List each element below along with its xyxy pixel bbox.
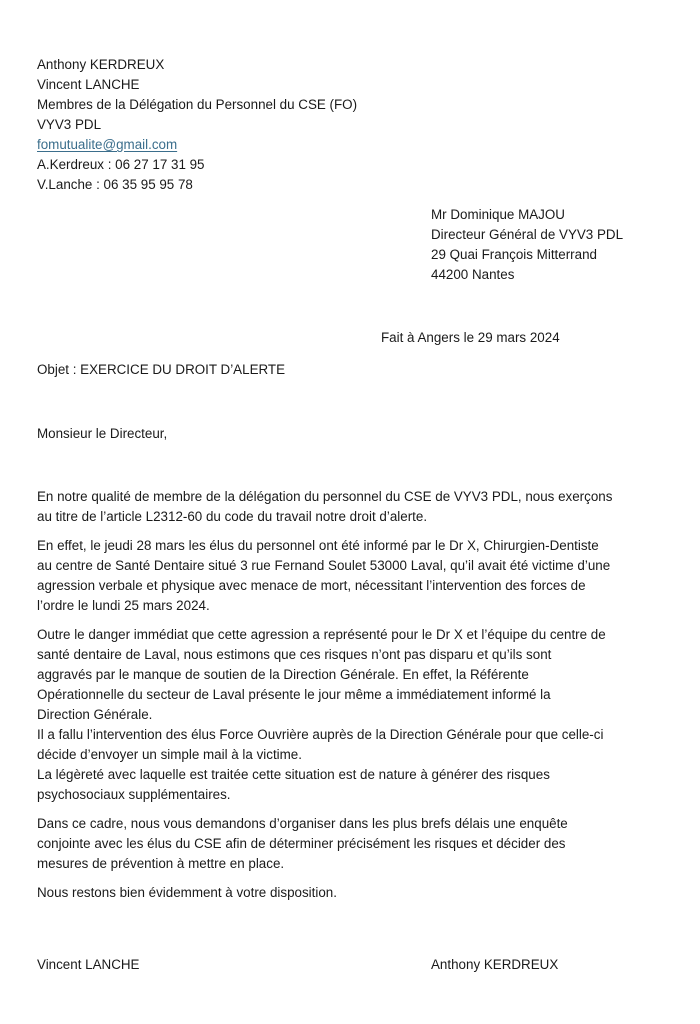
letter-body (37, 487, 677, 912)
paragraph-line: En notre qualité de membre de la délégation du personnel du CSE de VYV3 PDL, nous exerçons (37, 489, 613, 504)
paragraph-line: La légèreté avec laquelle est traitée cette situation est de nature à générer des risques (37, 767, 550, 782)
paragraph-1 (37, 487, 677, 527)
recipient-name: Mr Dominique MAJOU (431, 207, 565, 222)
paragraph-5 (37, 883, 677, 903)
paragraph-line: psychosociaux supplémentaires. (37, 787, 231, 802)
date-line: Fait à Angers le 29 mars 2024 (381, 330, 560, 345)
recipient-block (431, 205, 623, 285)
paragraph-line: Opérationnelle du secteur de Laval présente le jour même a immédiatement informé la (37, 687, 551, 702)
salutation: Monsieur le Directeur, (37, 426, 168, 441)
paragraph-line: aggravés par le manque de soutien de la Direction Générale. En effet, la Référente (37, 667, 529, 682)
paragraph-2 (37, 536, 677, 616)
signature-right: Anthony KERDREUX (431, 957, 559, 972)
paragraph-line: santé dentaire de Laval, nous estimons que ces risques n’ont pas disparu et qu’ils sont (37, 647, 552, 662)
paragraph-line: conjointe avec les élus du CSE afin de déterminer précisément les risques et décider des (37, 836, 566, 851)
paragraph-line: Il a fallu l’intervention des élus Force Ouvrière auprès de la Direction Générale pour que celle-ci (37, 727, 604, 742)
sender-name-2: Vincent LANCHE (37, 77, 140, 92)
letter-object: Objet : EXERCICE DU DROIT D’ALERTE (37, 362, 286, 377)
sender-org: VYV3 PDL (37, 117, 102, 132)
paragraph-line: En effet, le jeudi 28 mars les élus du personnel ont été informé par le Dr X, Chirurgien-Dentiste (37, 538, 599, 553)
paragraph-4 (37, 814, 677, 874)
recipient-title: Directeur Général de VYV3 PDL (431, 227, 624, 242)
paragraph-line: Direction Générale. (37, 707, 153, 722)
sender-phone-1: A.Kerdreux : 06 27 17 31 95 (37, 157, 205, 172)
sender-email-link[interactable]: fomutualite@gmail.com (37, 137, 178, 152)
paragraph-line: Nous restons bien évidemment à votre disposition. (37, 885, 337, 900)
sender-phone-2: V.Lanche : 06 35 95 95 78 (37, 177, 193, 192)
recipient-city: 44200 Nantes (431, 267, 515, 282)
paragraph-line: Outre le danger immédiat que cette agression a représenté pour le Dr X et l’équipe du centre de (37, 627, 606, 642)
paragraph-3 (37, 625, 677, 805)
paragraph-line: mesures de prévention à mettre en place. (37, 856, 285, 871)
signature-left: Vincent LANCHE (37, 957, 140, 972)
sender-name-1: Anthony KERDREUX (37, 57, 165, 72)
sender-role: Membres de la Délégation du Personnel du CSE (FO) (37, 97, 358, 112)
sender-block (37, 55, 357, 195)
paragraph-line: au titre de l’article L2312-60 du code du travail notre droit d’alerte. (37, 509, 428, 524)
paragraph-line: Dans ce cadre, nous vous demandons d’organiser dans les plus brefs délais une enquête (37, 816, 568, 831)
paragraph-line: décide d’envoyer un simple mail à la victime. (37, 747, 302, 762)
paragraph-line: l’ordre le lundi 25 mars 2024. (37, 598, 210, 613)
paragraph-line: agression verbale et physique avec menace de mort, nécessitant l’intervention des forces de (37, 578, 586, 593)
paragraph-line: au centre de Santé Dentaire situé 3 rue Fernand Soulet 53000 Laval, qu’il avait été victime d’une (37, 558, 611, 573)
recipient-street: 29 Quai François Mitterrand (431, 247, 597, 262)
